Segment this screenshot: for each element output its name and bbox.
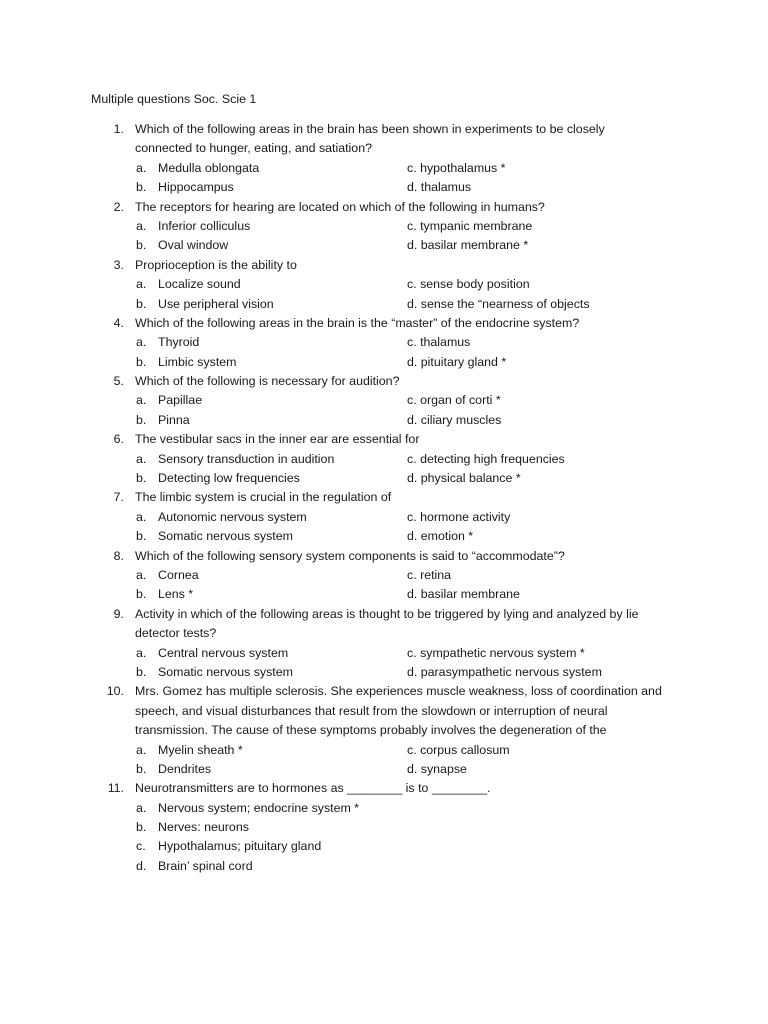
option-text-right: d. pituitary gland * [407,354,507,369]
option-letter: d. [136,858,147,873]
option-text: Dendrites [158,761,212,776]
option-row [0,353,768,372]
question-line [0,682,768,701]
option-text: Use peripheral vision [158,296,274,311]
option-text-right: c. thalamus [407,335,471,350]
option-letter: b. [136,471,147,486]
option-letter: c. [136,839,146,854]
option-row [0,508,768,527]
option-row [0,411,768,430]
question-text: Activity in which of the following areas is thought to be triggered by lying and analyzed by lie [135,606,639,621]
option-letter: b. [136,238,147,253]
question-line [0,372,768,391]
option-row [0,741,768,760]
question-text: Mrs. Gomez has multiple sclerosis. She experiences muscle weakness, loss of coordination and [135,684,662,699]
option-row [0,333,768,352]
option-text-right: c. corpus callosum [407,742,510,757]
question-line [0,624,768,643]
question-line [0,314,768,333]
option-row [0,450,768,469]
option-text: Thyroid [158,335,200,350]
option-text-right: c. hormone activity [407,509,511,524]
option-text: Detecting low frequencies [158,471,300,486]
question-item [0,605,768,683]
option-letter: a. [136,277,147,292]
option-text-right: d. parasympathetic nervous system [407,664,602,679]
option-text: Lens * [158,587,194,602]
question-text: Which of the following is necessary for audition? [135,374,400,389]
question-number: 7. [113,490,124,505]
option-text-right: d. sense the “nearness of objects [407,296,590,311]
option-letter: a. [136,218,147,233]
option-row [0,585,768,604]
option-text: Inferior colliculus [158,218,251,233]
option-letter: a. [136,393,147,408]
question-line [0,488,768,507]
option-text-right: c. sympathetic nervous system * [407,645,585,660]
question-line [0,721,768,740]
question-item [0,430,768,488]
option-text: Localize sound [158,277,241,292]
question-text: Which of the following areas in the brain has been shown in experiments to be closely [135,122,605,136]
option-text-right: c. hypothalamus * [407,160,506,175]
option-text-right: d. physical balance * [407,471,521,486]
question-item [0,198,768,256]
option-text: Papillae [158,393,203,408]
option-letter: b. [136,529,147,544]
option-text-right: c. retina [407,567,452,582]
option-letter: a. [136,509,147,524]
question-text: Proprioception is the ability to [135,257,297,272]
question-line [0,547,768,566]
option-row [0,295,768,314]
question-line [0,702,768,721]
question-number: 3. [113,257,124,272]
option-text: Medulla oblongata [158,160,260,175]
question-number: 11. [107,781,124,796]
question-number: 1. [113,122,124,136]
option-letter: b. [136,354,147,369]
option-row [0,837,768,856]
option-row [0,391,768,410]
question-line [0,256,768,275]
option-letter: a. [136,451,147,466]
option-text-right: d. synapse [407,761,467,776]
question-text: transmission. The cause of these symptoms probably involves the degeneration of the [135,723,607,738]
option-row [0,178,768,197]
option-text-right: d. emotion * [407,529,474,544]
option-text: Limbic system [158,354,237,369]
option-text-right: c. organ of corti * [407,393,501,408]
option-text: Autonomic nervous system [158,509,307,524]
option-letter: b. [136,820,147,835]
question-number: 5. [113,374,124,389]
option-letter: a. [136,742,147,757]
option-text: Nerves: neurons [158,820,249,835]
question-text: Which of the following sensory system components is said to “accommodate”? [135,548,565,563]
option-text: Sensory transduction in audition [158,451,335,466]
question-number: 8. [113,548,124,563]
option-row [0,217,768,236]
option-row [0,527,768,546]
question-item [0,779,768,876]
question-item [0,488,768,546]
question-number: 9. [113,606,124,621]
option-letter: a. [136,335,147,350]
option-text: Nervous system; endocrine system * [158,800,360,815]
option-letter: b. [136,180,147,195]
option-text-right: c. sense body position [407,277,530,292]
question-line [0,120,768,139]
option-text-right: d. basilar membrane [407,587,520,602]
option-text: Somatic nervous system [158,529,293,544]
question-number: 6. [113,432,124,447]
option-text: Cornea [158,567,199,582]
option-row [0,566,768,585]
option-letter: a. [136,800,147,815]
option-row [0,236,768,255]
option-text: Hippocampus [158,180,234,195]
question-line [0,139,768,158]
option-text-right: c. tympanic membrane [407,218,533,233]
option-row [0,275,768,294]
question-line [0,605,768,624]
option-letter: b. [136,664,147,679]
document-title: Multiple questions Soc. Scie 1 [91,92,257,106]
option-text-right: d. ciliary muscles [407,412,502,427]
question-number: 4. [113,315,124,330]
question-item [0,547,768,605]
question-item [0,314,768,372]
question-text: speech, and visual disturbances that result from the slowdown or interruption of neural [135,703,608,718]
option-text-right: d. basilar membrane * [407,238,529,253]
option-letter: a. [136,645,147,660]
question-text: Neurotransmitters are to hormones as ________ is to ________. [135,781,491,796]
option-text: Brain’ spinal cord [158,858,253,873]
question-line [0,430,768,449]
option-row [0,799,768,818]
option-row [0,857,768,876]
option-row [0,663,768,682]
option-letter: a. [136,160,147,175]
question-list [0,120,768,876]
option-text: Oval window [158,238,229,253]
option-letter: b. [136,761,147,776]
option-row [0,760,768,779]
option-letter: b. [136,296,147,311]
question-text: The limbic system is crucial in the regulation of [135,490,392,505]
option-text: Central nervous system [158,645,289,660]
option-row [0,818,768,837]
question-line [0,198,768,217]
option-letter: b. [136,587,147,602]
option-text: Somatic nervous system [158,664,293,679]
option-text-right: d. thalamus [407,180,472,195]
option-text-right: c. detecting high frequencies [407,451,565,466]
option-row [0,159,768,178]
question-item [0,256,768,314]
question-text: Which of the following areas in the brain is the “master” of the endocrine system? [135,315,580,330]
question-number: 10. [106,684,124,699]
option-row [0,469,768,488]
question-text: The receptors for hearing are located on which of the following in humans? [135,199,545,214]
option-row [0,644,768,663]
question-item [0,682,768,779]
question-text: detector tests? [135,626,217,641]
question-number: 2. [113,199,124,214]
question-text: connected to hunger, eating, and satiation? [135,141,372,156]
question-item [0,120,768,198]
option-text: Myelin sheath * [158,742,243,757]
option-letter: a. [136,567,147,582]
option-text: Pinna [158,412,190,427]
option-letter: b. [136,412,147,427]
question-line [0,779,768,798]
question-text: The vestibular sacs in the inner ear are essential for [135,432,420,447]
option-text: Hypothalamus; pituitary gland [158,839,322,854]
question-item [0,372,768,430]
